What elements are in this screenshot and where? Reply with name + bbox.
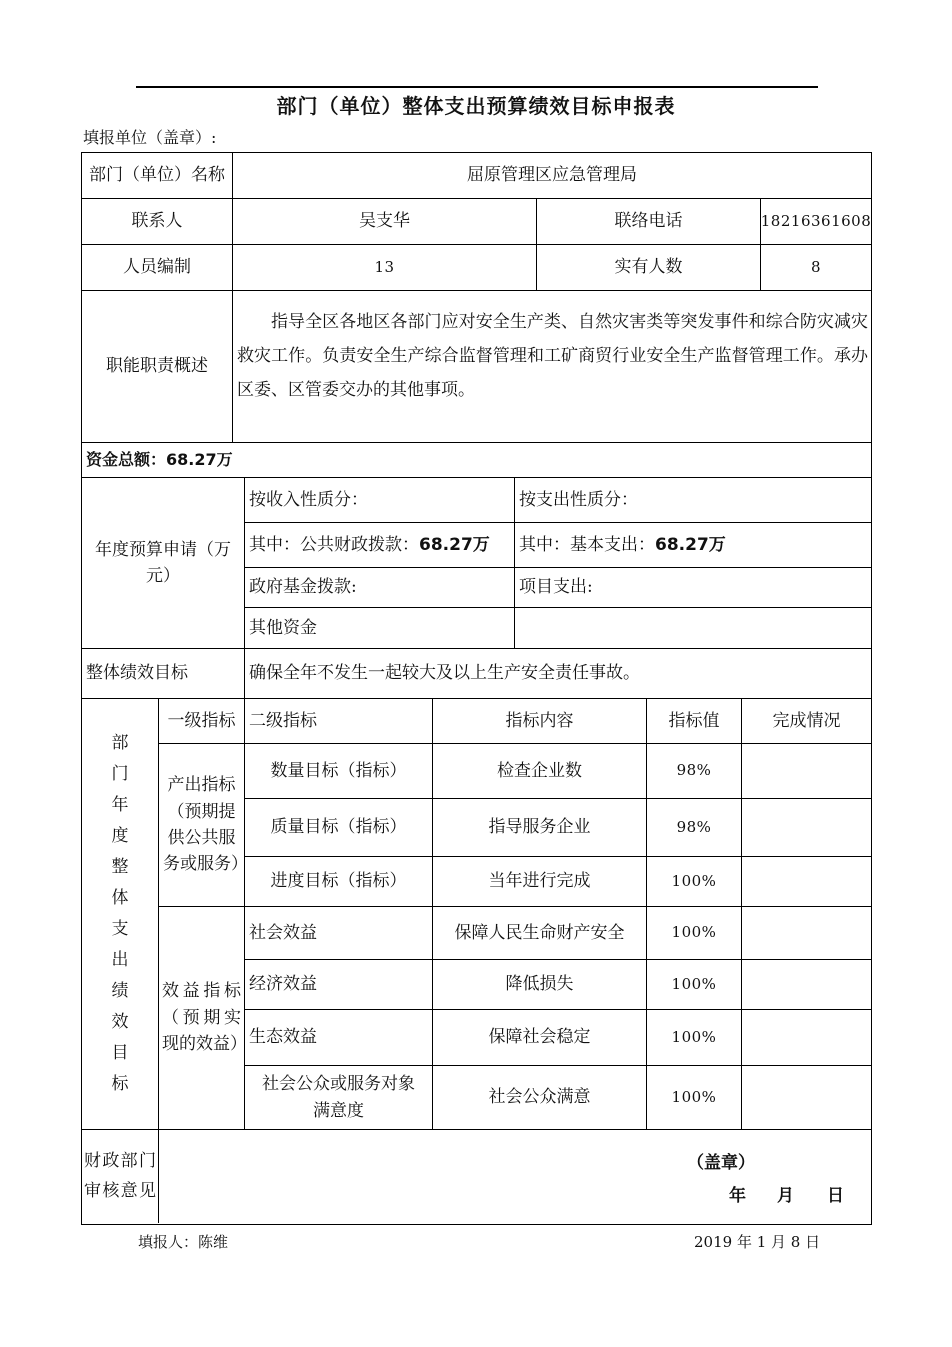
finance-review-area [159,1130,871,1223]
project-expense-label: 项目支出: [515,568,871,608]
overall-goal-text: 确保全年不发生一起较大及以上生产安全责任事故。 [245,649,871,699]
basic-expense-cell [515,523,871,568]
row-level2: 生态效益 [245,1010,433,1066]
gov-fund-label: 政府基金拨款: [245,568,515,608]
dept-name-value: 屈原管理区应急管理局 [233,153,871,199]
title-rule [136,86,818,88]
form-title: 部门（单位）整体支出预算绩效目标申报表 [276,94,676,118]
dept-indicators-label [82,699,159,1130]
header-level2: 二级指标 [245,699,433,744]
phone-label: 联络电话 [537,199,761,245]
date-year: 年 [729,1186,746,1206]
row-value: 100% [647,857,742,907]
fill-date: 2019 年 1 月 8 日 [694,1233,821,1251]
row-completion [742,857,871,907]
row-level2: 社会效益 [245,907,433,960]
row-value: 100% [647,907,742,960]
row-level2: 数量目标（指标） [245,744,433,799]
phone-value: 18216361608 [761,199,871,245]
contact-value: 吴支华 [233,199,537,245]
header-completion: 完成情况 [742,699,871,744]
row-level2: 质量目标（指标） [245,799,433,857]
actual-staff-value: 8 [761,245,871,291]
filler: 填报人：陈维 [138,1233,229,1251]
other-funds-label: 其他资金 [245,608,515,649]
row-level2: 经济效益 [245,960,433,1010]
header-value: 指标值 [647,699,742,744]
actual-staff-label: 实有人数 [537,245,761,291]
row-content: 检查企业数 [433,744,647,799]
public-finance-value: 68.27万 [419,534,490,555]
date-day: 日 [827,1186,844,1206]
row-value: 98% [647,744,742,799]
dept-name-label: 部门（单位）名称 [82,153,233,199]
fill-unit-label: 填报单位（盖章）: [83,128,217,147]
staff-quota-label: 人员编制 [82,245,233,291]
row-value: 100% [647,960,742,1010]
row-content: 指导服务企业 [433,799,647,857]
overall-goal-label: 整体绩效目标 [82,649,245,699]
header-level1: 一级指标 [159,699,245,744]
date-month: 月 [777,1186,794,1206]
row-value: 100% [647,1010,742,1066]
row-level2: 社会公众或服务对象满意度 [245,1066,433,1130]
row-completion [742,744,871,799]
other-funds-value [515,608,871,649]
row-content: 保障人民生命财产安全 [433,907,647,960]
output-indicator-label: 产出指标（预期提供公共服务或服务） [159,744,245,907]
public-finance-prefix: 其中：公共财政拨款： [249,534,419,555]
row-content: 保障社会稳定 [433,1010,647,1066]
finance-review-label: 财政部门审核意见 [82,1130,159,1223]
basic-expense-value: 68.27万 [655,534,726,555]
row-completion [742,960,871,1010]
row-value: 100% [647,1066,742,1130]
row-completion [742,1066,871,1130]
seal-label: （盖章） [687,1153,755,1173]
duties-label: 职能职责概述 [82,291,233,443]
row-level2: 进度目标（指标） [245,857,433,907]
benefit-indicator-label: 效益指标（预期实现的效益） [159,907,245,1130]
form-table [81,152,872,1225]
staff-quota-value: 13 [233,245,537,291]
contact-label: 联系人 [82,199,233,245]
basic-expense-prefix: 其中：基本支出： [519,534,655,555]
row-completion [742,907,871,960]
row-completion [742,799,871,857]
total-funds: 资金总额：68.27万 [82,443,871,478]
budget-label: 年度预算申请（万元） [82,478,245,649]
row-content: 当年进行完成 [433,857,647,907]
by-income-label: 按收入性质分： [245,478,515,523]
dept-indicators-text: 部门年度整体支出绩效目标 [111,733,129,1094]
row-content: 社会公众满意 [433,1066,647,1130]
duties-text: 指导全区各地区各部门应对安全生产类、自然灾害类等突发事件和综合防灾减灾救灾工作。负责安全生产综合监督管理和工矿商贸行业安全生产监督管理工作。承办区委、区管委交办的其他事项。 [233,291,871,443]
row-content: 降低损失 [433,960,647,1010]
row-completion [742,1010,871,1066]
row-value: 98% [647,799,742,857]
by-expense-label: 按支出性质分： [515,478,871,523]
header-content: 指标内容 [433,699,647,744]
public-finance-cell [245,523,515,568]
